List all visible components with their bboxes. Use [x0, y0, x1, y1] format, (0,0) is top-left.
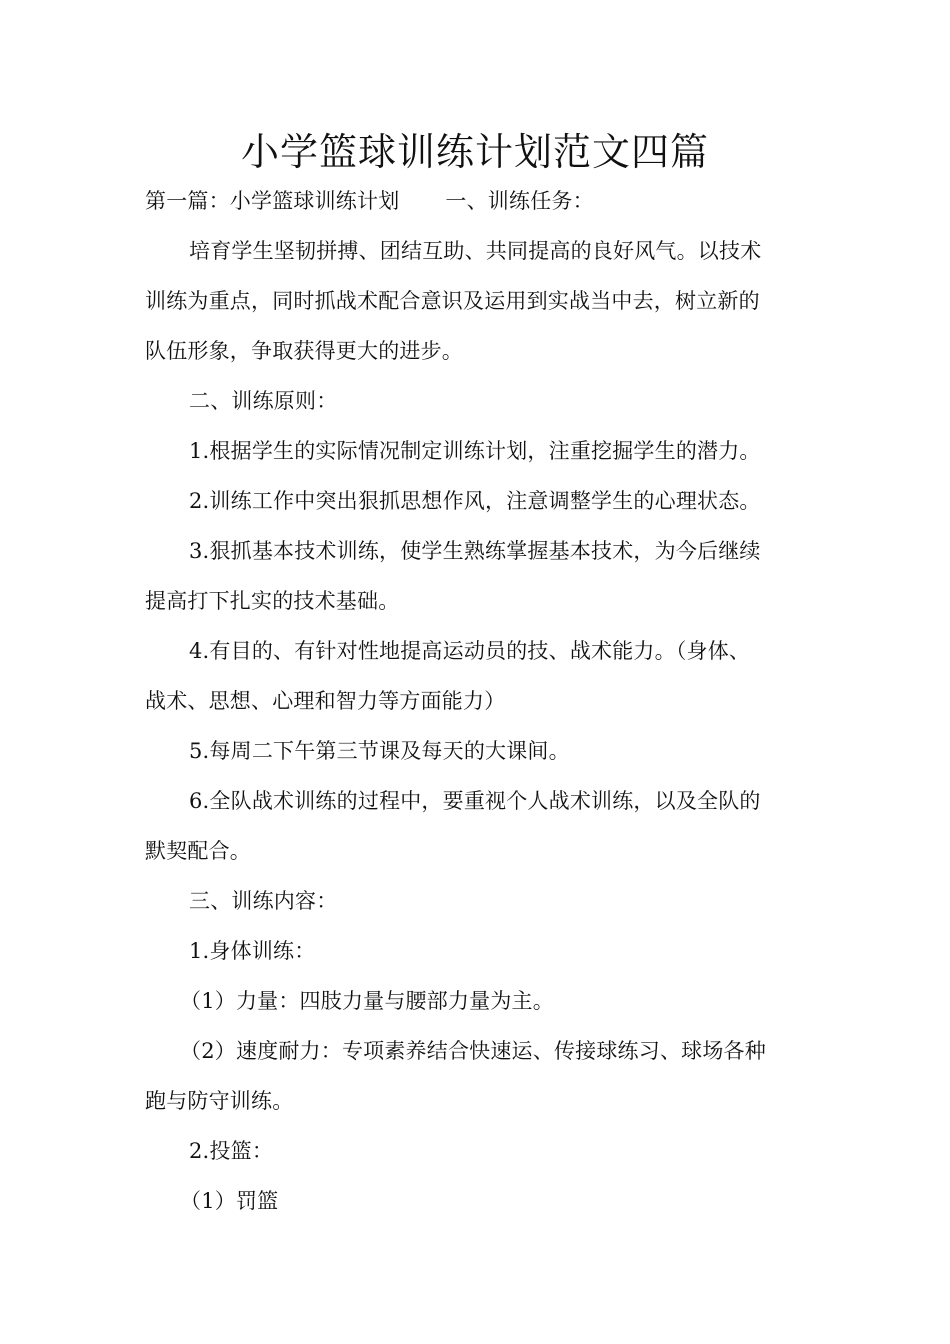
section-heading-content: 三、训练内容： — [189, 889, 338, 913]
list-item: 1.身体训练： — [189, 939, 316, 963]
list-item-continuation: 提高打下扎实的技术基础。 — [145, 589, 400, 613]
section-heading-tasks: 一、训练任务： — [445, 189, 594, 213]
sub-list-item-continuation: 跑与防守训练。 — [145, 1089, 294, 1113]
list-item: 4.有目的、有针对性地提高运动员的技、战术能力。（身体、 — [189, 639, 751, 663]
sub-list-item: （1）罚篮 — [180, 1189, 279, 1213]
sub-list-item: （1）力量：四肢力量与腰部力量为主。 — [180, 989, 554, 1013]
list-item: 2.投篮： — [189, 1139, 274, 1163]
paragraph-line: 训练为重点，同时抓战术配合意识及运用到实战当中去，树立新的 — [145, 289, 760, 313]
list-item: 5.每周二下午第三节课及每天的大课间。 — [189, 739, 570, 763]
list-item-continuation: 战术、思想、心理和智力等方面能力） — [145, 689, 506, 713]
list-item: 3.狠抓基本技术训练，使学生熟练掌握基本技术，为今后继续 — [189, 539, 761, 563]
list-item-continuation: 默契配合。 — [145, 839, 251, 863]
list-item: 1.根据学生的实际情况制定训练计划，注重挖掘学生的潜力。 — [189, 439, 761, 463]
part-heading: 第一篇：小学篮球训练计划 — [145, 189, 400, 213]
paragraph-line: 队伍形象，争取获得更大的进步。 — [145, 339, 463, 363]
sub-list-item: （2）速度耐力：专项素养结合快速运、传接球练习、球场各种 — [180, 1039, 766, 1063]
part-heading-line — [145, 186, 810, 216]
document-title: 小学篮球训练计划范文四篇 — [240, 130, 709, 174]
paragraph-line: 培育学生坚韧拼搏、团结互助、共同提高的良好风气。以技术 — [189, 239, 762, 263]
section-heading-principles: 二、训练原则： — [189, 389, 338, 413]
list-item: 6.全队战术训练的过程中，要重视个人战术训练，以及全队的 — [189, 789, 761, 813]
list-item: 2.训练工作中突出狠抓思想作风，注意调整学生的心理状态。 — [189, 489, 761, 513]
